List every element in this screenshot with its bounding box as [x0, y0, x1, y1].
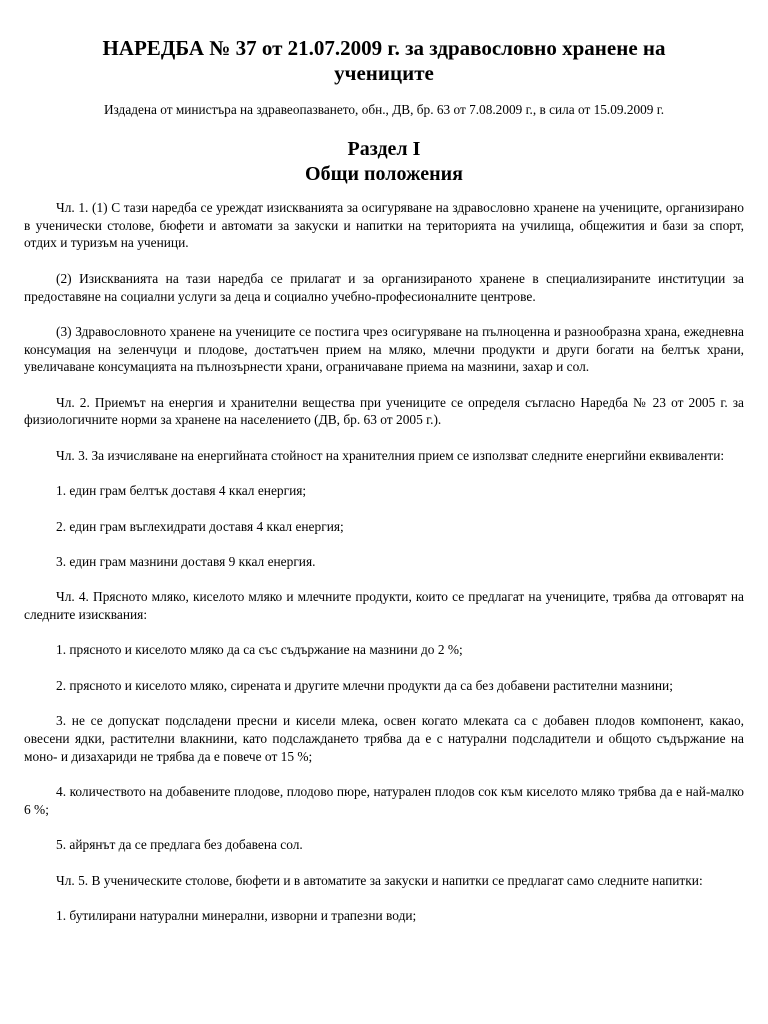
list-item: 2. прясното и киселото мляко, сирената и другите млечни продукти да са без добавени растителни мазнини;	[56, 677, 673, 693]
list-item: 2. един грам въглехидрати доставя 4 ккал енергия;	[56, 518, 344, 534]
paragraph: Чл. 3. За изчисляване на енергийната стойност на хранителния прием се използват следните енергийни еквиваленти:	[56, 447, 725, 463]
section-heading	[24, 137, 744, 187]
list-item: 3. един грам мазнини доставя 9 ккал енергия.	[56, 553, 316, 569]
paragraph: (3) Здравословното хранене на учениците се постига чрез осигуряване на пълноценна и разнообразна храна, ежедневна консумация на зеленчуци и плодове, достатъчен прием на мляко, млечни продукти и други богати на белтък храни, увеличаване консумацията на пълнозърнести храни, ограничаване приема на мазнини, захар и сол.	[24, 323, 744, 375]
section-number: Раздел I	[347, 138, 421, 160]
document-subtitle: Издадена от министъра на здравеопазването, обн., ДВ, бр. 63 от 7.08.2009 г., в сила от 15.09.2009 г.	[103, 102, 665, 117]
document-title: НАРЕДБА № 37 от 21.07.2009 г. за здравословно хранене на учениците	[102, 36, 666, 85]
list-item: 1. бутилирани натурални минерални, изворни и трапезни води;	[56, 907, 417, 923]
paragraph: Чл. 2. Приемът на енергия и хранителни вещества при учениците се определя съгласно Наредба № 23 от 2005 г. за физиологичните норми за хранене на населението (ДВ, бр. 63 от 2005 г.).	[24, 394, 744, 428]
list-item: 5. айрянът да се предлага без добавена сол.	[56, 837, 303, 853]
paragraph: Чл. 4. Прясното мляко, киселото мляко и млечните продукти, които се предлагат на учениците, трябва да отговарят на следните изисквания:	[24, 589, 744, 623]
document-body	[24, 199, 744, 925]
paragraph: Чл. 5. В ученическите столове, бюфети и в автоматите за закуски и напитки се предлагат само следните напитки:	[56, 872, 703, 888]
list-item: 3. не се допускат подсладени пресни и кисели млека, освен когато млеката са с добавен плодов компонент, какао, овесени ядки, растителни влакнини, като подслаждането трябва да е с натурални подсладители и общото съдържание на моно- и дизахариди не трябва да е повече от 15 %;	[24, 713, 744, 764]
list-item: 4. количеството на добавените плодове, плодово пюре, натурален плодов сок към киселото мляко трябва да е най-малко 6 %;	[24, 784, 744, 817]
list-item: 1. един грам белтък доставя 4 ккал енергия;	[56, 483, 307, 499]
paragraph: Чл. 1. (1) С тази наредба се уреждат изискванията за осигуряване на здравословно хранене на учениците, организирано в ученически столове, бюфети и автомати за закуски и напитки на територията на училища, общежития и бази за спорт, отдих и туризъм на ученици.	[24, 200, 744, 251]
list-item: 1. прясното и киселото мляко да са със съдържание на мазнини до 2 %;	[56, 642, 463, 658]
section-name: Общи положения	[305, 163, 463, 185]
paragraph: (2) Изискванията на тази наредба се прилагат и за организираното хранене в специализираните институции за предоставяне на социални услуги за деца и социално учебно-професионалните центрове.	[24, 270, 744, 304]
